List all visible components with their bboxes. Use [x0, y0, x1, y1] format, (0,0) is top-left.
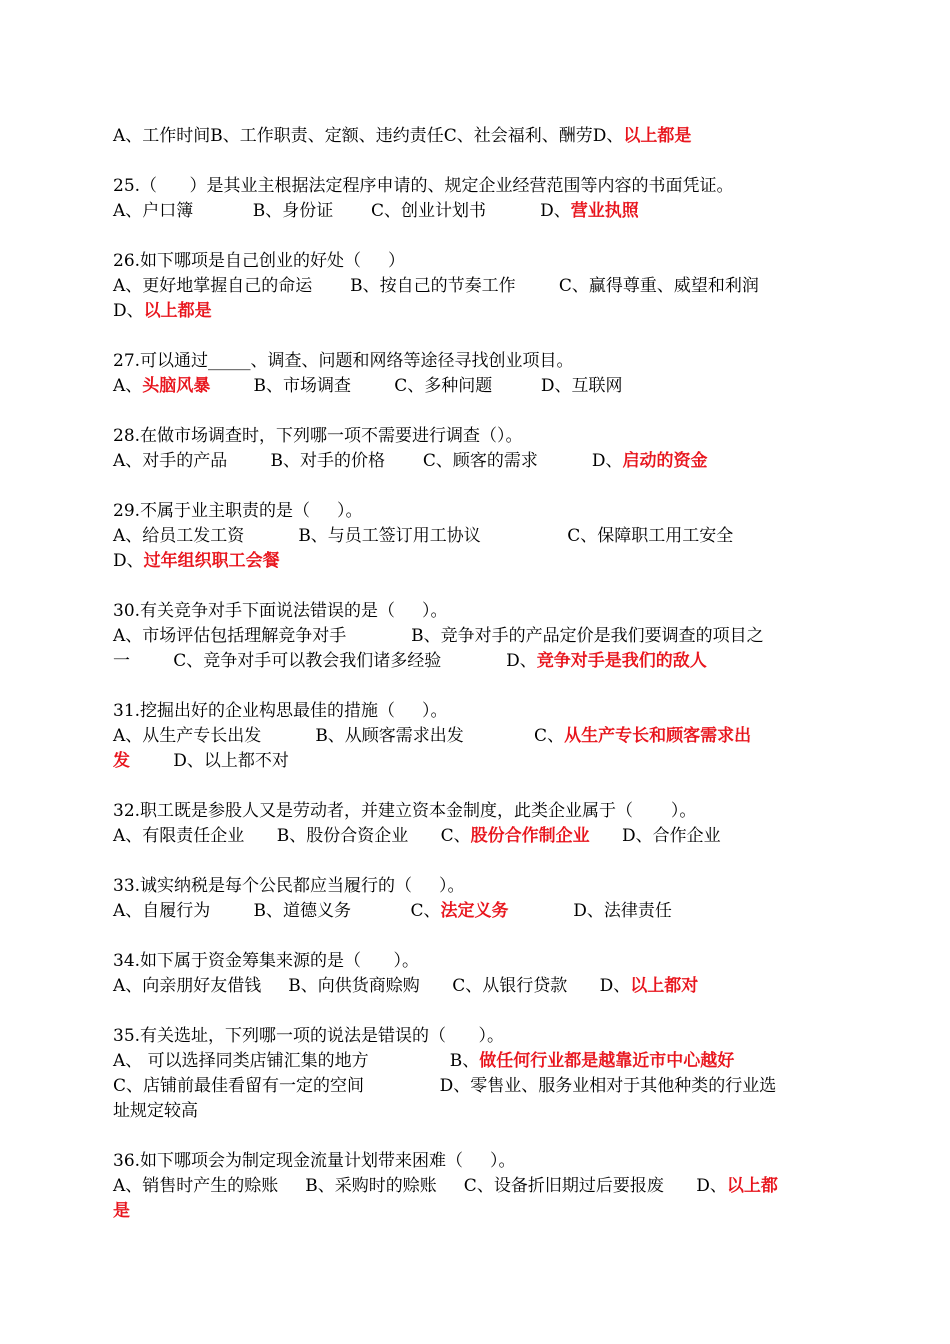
text-line: [113, 1099, 198, 1123]
text-line: [113, 724, 751, 748]
question-text: 25.（ ）是其业主根据法定程序申请的、规定企业经营范围等内容的书面凭证。: [113, 176, 734, 196]
answer-text: 过年组织职工会餐: [143, 551, 280, 571]
answer-text: 发: [113, 751, 130, 771]
answer-text: 股份合作制企业: [470, 826, 590, 846]
answer-text: 以上都对: [630, 976, 699, 996]
text-line: [113, 899, 672, 923]
text-line: [113, 274, 759, 298]
question-text: B、市场调查 C、多种问题 D、互联网: [210, 376, 623, 396]
question-text: 35.有关选址，下列哪一项的说法是错误的（ ）。: [113, 1026, 504, 1046]
question-text: C、店铺前最佳看留有一定的空间 D、零售业、服务业相对于其他种类的行业选: [113, 1076, 777, 1096]
text-line: [113, 599, 448, 623]
text-line: [113, 299, 212, 323]
text-line: [113, 1149, 516, 1173]
answer-text: 头脑风暴: [142, 376, 211, 396]
text-line: [113, 949, 419, 973]
question-text: 34.如下属于资金筹集来源的是（ ）。: [113, 951, 419, 971]
text-line: [113, 1174, 778, 1198]
answer-text: 从生产专长和顾客需求出: [564, 726, 752, 746]
question-text: A、对手的产品 B、对手的价格 C、顾客的需求 D、: [113, 451, 623, 471]
text-line: [113, 824, 721, 848]
answer-text: 竞争对手是我们的敌人: [536, 651, 707, 671]
question-text: D、: [113, 301, 144, 321]
answer-text: 以上都: [726, 1176, 778, 1196]
question-text: 27.可以通过_____、调查、问题和网络等途径寻找创业项目。: [113, 351, 574, 371]
text-line: [113, 424, 523, 448]
text-line: [113, 449, 708, 473]
question-text: A、 可以选择同类店铺汇集的地方 B、: [113, 1051, 480, 1071]
question-text: 31.挖掘出好的企业构思最佳的措施（ ）。: [113, 701, 448, 721]
text-line: [113, 624, 764, 648]
question-text: A、户口簿 B、身份证 C、创业计划书 D、: [113, 201, 571, 221]
question-text: A、: [113, 376, 143, 396]
question-text: 33.诚实纳税是每个公民都应当履行的（ ）。: [113, 876, 465, 896]
answer-text: 以上都是: [623, 126, 692, 146]
question-text: D、: [113, 551, 144, 571]
answer-text: 是: [113, 1201, 130, 1221]
text-line: [113, 349, 574, 373]
answer-text: 营业执照: [570, 201, 639, 221]
text-line: [113, 1199, 130, 1223]
text-line: [113, 124, 691, 148]
question-text: 一 C、竞争对手可以教会我们诸多经验 D、: [113, 651, 537, 671]
question-text: D、法律责任: [508, 901, 672, 921]
text-line: [113, 174, 733, 198]
question-text: A、销售时产生的赊账 B、采购时的赊账 C、设备折旧期过后要报废 D、: [113, 1176, 727, 1196]
text-line: [113, 499, 363, 523]
text-line: [113, 524, 733, 548]
question-text: A、向亲朋好友借钱 B、向供货商赊购 C、从银行贷款 D、: [113, 976, 631, 996]
question-text: A、从生产专长出发 B、从顾客需求出发 C、: [113, 726, 565, 746]
text-line: [113, 249, 405, 273]
question-text: A、更好地掌握自己的命运 B、按自己的节奏工作 C、赢得尊重、威望和利润: [113, 276, 759, 296]
question-text: D、以上都不对: [130, 751, 289, 771]
question-text: 28.在做市场调查时，下列哪一项不需要进行调查（）。: [113, 426, 523, 446]
text-line: [113, 799, 696, 823]
text-line: [113, 374, 623, 398]
text-line: [113, 874, 465, 898]
question-text: 32.职工既是参股人又是劳动者，并建立资本金制度，此类企业属于（ ）。: [113, 801, 697, 821]
text-line: [113, 199, 639, 223]
text-line: [113, 549, 280, 573]
question-text: 址规定较高: [113, 1101, 198, 1121]
question-text: A、市场评估包括理解竞争对手 B、竞争对手的产品定价是我们要调查的项目之: [113, 626, 764, 646]
question-text: A、给员工发工资 B、与员工签订用工协议 C、保障职工用工安全: [113, 526, 734, 546]
question-text: A、有限责任企业 B、股份合资企业 C、: [113, 826, 471, 846]
question-text: 30.有关竞争对手下面说法错误的是（ ）。: [113, 601, 448, 621]
question-text: 29.不属于业主职责的是（ ）。: [113, 501, 363, 521]
question-text: D、合作企业: [589, 826, 721, 846]
question-text: A、自履行为 B、道德义务 C、: [113, 901, 441, 921]
question-text: 36.如下哪项会为制定现金流量计划带来困难（ ）。: [113, 1151, 516, 1171]
text-line: [113, 974, 698, 998]
text-line: [113, 699, 448, 723]
text-line: [113, 749, 289, 773]
answer-text: 启动的资金: [622, 451, 708, 471]
text-line: [113, 1049, 734, 1073]
text-line: [113, 1024, 504, 1048]
text-line: [113, 649, 707, 673]
answer-text: 以上都是: [143, 301, 212, 321]
question-text: A、工作时间B、工作职责、定额、违约责任C、社会福利、酬劳D、: [113, 126, 624, 146]
question-text: 26.如下哪项是自己创业的好处（ ）: [113, 251, 406, 271]
answer-text: 法定义务: [440, 901, 509, 921]
answer-text: 做任何行业都是越靠近市中心越好: [479, 1051, 735, 1071]
text-line: [113, 1074, 776, 1098]
